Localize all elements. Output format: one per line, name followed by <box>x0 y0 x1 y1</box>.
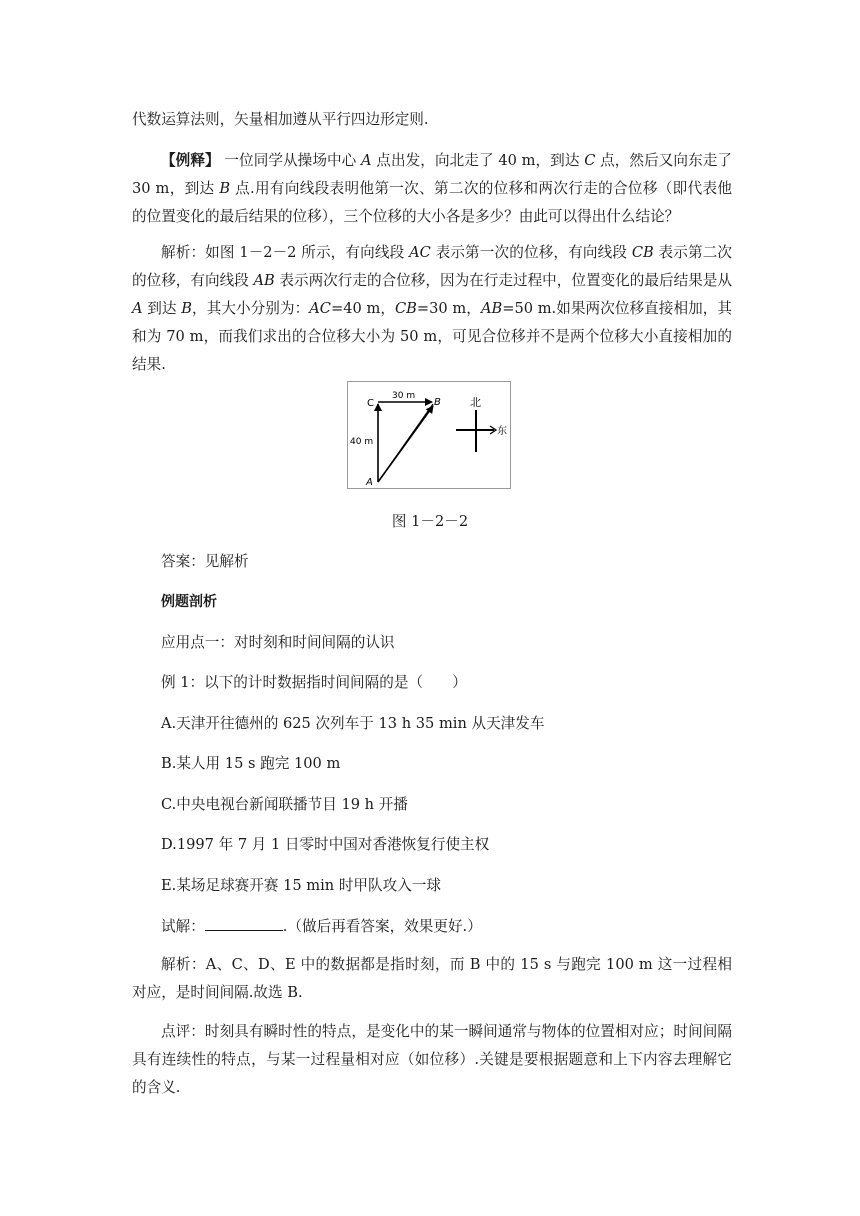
answer-line: 答案：见解析 <box>161 553 249 570</box>
displacement-figure <box>347 381 511 489</box>
segment-cb-2: CB <box>395 300 417 317</box>
compass-east-label: 东 <box>497 426 507 437</box>
intro-paragraph: 代数运算法则，矢量相加遵从平行四边形定则. <box>132 111 429 128</box>
example-text-1: 一位同学从操场中心 <box>219 152 362 169</box>
option-a: A.天津开往德州的 625 次列车于 13 h 35 min 从天津发车 <box>161 715 545 732</box>
option-c: C.中央电视台新闻联播节目 19 h 开播 <box>161 796 408 813</box>
point-b: B <box>181 300 192 317</box>
option-d: D.1997 年 7 月 1 日零时中国对香港恢复行使主权 <box>161 836 490 853</box>
compass-north-label: 北 <box>470 396 481 409</box>
figure-caption: 图 1－2－2 <box>391 513 469 530</box>
point-a-label: A <box>361 152 372 169</box>
segment-ac: AC <box>409 244 431 261</box>
example-text-3: 点，然后又向东走了 30 m，到达 <box>132 152 732 197</box>
displacement-diagram <box>348 382 512 490</box>
figure-label-a: A <box>366 477 373 488</box>
figure-label-b: B <box>434 397 441 408</box>
example-text-4: 点.用有向线段表明他第一次、第二次的位移和两次行走的合位移（即代表他的位置变化的最后结果的位移），三个位移的大小各是多少？由此可以得出什么结论？ <box>132 180 732 225</box>
try-label: 试解： <box>161 918 205 935</box>
answer-blank <box>205 916 283 931</box>
analysis-text-3: 表示第二次的位移，有向线段 <box>132 244 733 289</box>
option-e: E.某场足球赛开赛 15 min 时甲队攻入一球 <box>161 877 441 894</box>
point-b-label: B <box>219 180 231 197</box>
point-a: A <box>132 300 143 317</box>
example-label: 【例释】 <box>161 152 220 169</box>
analysis-paragraph <box>132 239 732 379</box>
analysis-text-7: =40 m， <box>330 300 396 317</box>
point-c-label: C <box>584 152 596 169</box>
example-text-2: 点出发，向北走了 40 m，到达 <box>371 152 585 169</box>
try-line <box>161 916 482 937</box>
figure-label-40m: 40 m <box>350 437 374 447</box>
section-title: 例题剖析 <box>161 594 217 610</box>
comment-paragraph: 点评：时刻具有瞬时性的特点，是变化中的某一瞬间通常与物体的位置相对应；时间间隔具有连续性的特点，与某一过程量相对应（如位移）.关键是要根据题意和上下内容去理解它的含义. <box>132 1023 732 1096</box>
figure-label-30m: 30 m <box>392 391 416 401</box>
segment-ab-2: AB <box>480 300 503 317</box>
analysis-text-9: =50 m.如果两次位移直接相加，其和为 70 m，而我们求出的合位移大小为 50 m，可见合位移并不是两个位移大小直接相加的结果. <box>132 300 732 373</box>
analysis-text-2: 表示第一次的位移，有向线段 <box>430 244 632 261</box>
question-1: 例 1：以下的计时数据指时间间隔的是（ ） <box>161 674 467 691</box>
segment-ab: AB <box>253 272 275 289</box>
analysis-text-8: =30 m， <box>416 300 481 317</box>
segment-ac-2: AC <box>309 300 331 317</box>
application-point: 应用点一：对时刻和时间间隔的认识 <box>161 634 395 651</box>
analysis-text-5: 到达 <box>142 300 182 317</box>
segment-cb: CB <box>631 244 654 261</box>
figure-label-c: C <box>367 398 374 409</box>
analysis-text-1: 解析：如图 1－2－2 所示，有向线段 <box>161 244 410 261</box>
vector-ab-edge <box>378 404 433 482</box>
try-suffix: .（做后再看答案，效果更好.） <box>282 918 482 935</box>
analysis-text-6: ，其大小分别为： <box>191 300 310 317</box>
option-b: B.某人用 15 s 跑完 100 m <box>161 755 341 772</box>
analysis-2-paragraph: 解析：A、C、D、E 中的数据都是指时刻，而 B 中的 15 s 与跑完 100 m 这一过程相对应，是时间间隔.故选 B. <box>132 956 732 1001</box>
analysis-text-4: 表示两次行走的合位移，因为在行走过程中，位置变化的最后结果是从 <box>274 272 732 289</box>
example-paragraph <box>132 147 732 231</box>
